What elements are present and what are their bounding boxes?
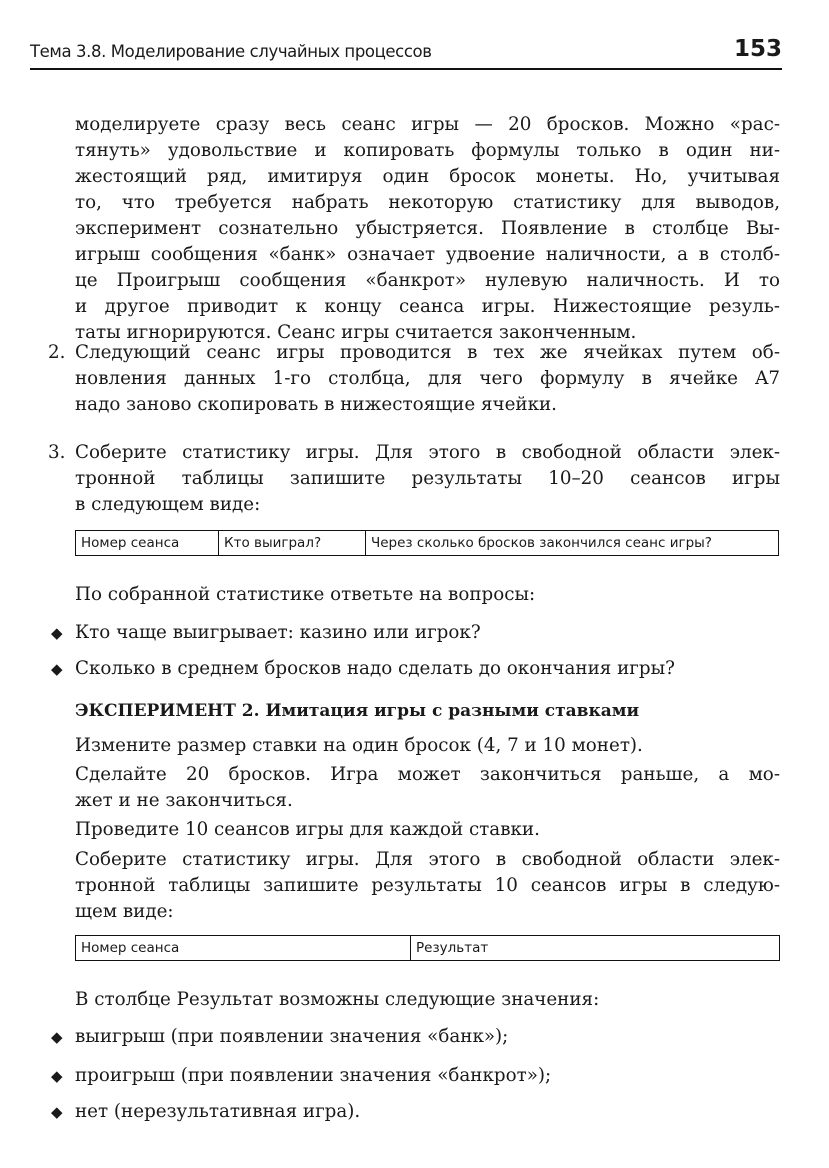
numbered-item-3 [48, 440, 780, 518]
paragraph [75, 847, 780, 925]
value-text: выигрыш (при появлении значения «банк»); [75, 1026, 509, 1047]
numbered-item-2 [48, 340, 780, 418]
table-cell: Кто выиграл? [219, 531, 366, 556]
paragraph [75, 733, 780, 759]
table-cell: Номер сеанса [76, 936, 411, 961]
text-line: жестоящий ряд, имитируя один бросок монеты. Но, учитывая [75, 166, 780, 187]
value-text: проигрыш (при появлении значения «банкрот»); [75, 1065, 552, 1086]
text-line: Соберите статистику игры. Для этого в свободной области элек- [75, 442, 780, 463]
diamond-bullet-icon: ◆ [51, 1028, 63, 1046]
value-item [51, 1099, 361, 1125]
text-line: Измените размер ставки на один бросок (4, 7 и 10 монет). [75, 735, 643, 756]
table-cell: Номер сеанса [76, 531, 219, 556]
header-title: Тема 3.8. Моделирование случайных процессов [30, 42, 432, 61]
diamond-bullet-icon: ◆ [51, 660, 63, 678]
text-line: Соберите статистику игры. Для этого в свободной области элек- [75, 849, 780, 870]
text-line: в следующем виде: [75, 494, 261, 515]
text-line: моделируете сразу весь сеанс игры — 20 бросков. Можно «рас- [75, 114, 780, 135]
text-line: эксперимент сознательно убыстряется. Появление в столбце Вы- [75, 218, 780, 239]
section-heading: ЭКСПЕРИМЕНТ 2. Имитация игры с разными ставками [75, 701, 640, 721]
text-line: новления данных 1-го столбца, для чего формулу в ячейке A7 [75, 368, 780, 389]
text-line: игрыш сообщения «банк» означает удвоение наличности, а в столб- [75, 244, 780, 265]
paragraph [75, 817, 780, 843]
value-text: нет (нерезультативная игра). [75, 1101, 361, 1122]
text-line: таты игнорируются. Сеанс игры считается законченным. [75, 322, 637, 343]
item-number: 3. [48, 442, 66, 463]
table-cell: Через сколько бросков закончился сеанс игры? [366, 531, 779, 556]
text-line: и другое приводит к концу сеанса игры. Нижестоящие резуль- [75, 296, 780, 317]
text-line: жет и не закончиться. [75, 790, 293, 811]
question-item [51, 656, 675, 682]
value-item [51, 1024, 509, 1050]
value-item [51, 1063, 552, 1089]
question-text: Кто чаще выигрывает: казино или игрок? [75, 622, 481, 643]
text-line: тянуть» удовольствие и копировать формулы только в один ни- [75, 140, 780, 161]
stats-table-2 [75, 935, 780, 961]
questions-intro: По собранной статистике ответьте на вопросы: [75, 584, 536, 605]
item-number: 2. [48, 342, 66, 363]
question-item [51, 620, 481, 646]
text-line: це Проигрыш сообщения «банкрот» нулевую наличность. И то [75, 270, 780, 291]
table-header-row [76, 531, 779, 556]
text-line: то, что требуется набрать некоторую статистику для выводов, [75, 192, 780, 213]
paragraph [75, 762, 780, 814]
paragraph [75, 112, 780, 346]
question-text: Сколько в среднем бросков надо сделать до окончания игры? [75, 658, 675, 679]
diamond-bullet-icon: ◆ [51, 1067, 63, 1085]
table-cell: Результат [411, 936, 780, 961]
running-header [30, 38, 782, 70]
diamond-bullet-icon: ◆ [51, 1103, 63, 1121]
stats-table-1 [75, 530, 779, 556]
text-line: щем виде: [75, 901, 174, 922]
page-number: 153 [733, 36, 782, 62]
text-line: тронной таблицы запишите результаты 10 сеансов игры в следую- [75, 875, 780, 896]
text-line: Следующий сеанс игры проводится в тех же ячейках путем об- [75, 342, 780, 363]
diamond-bullet-icon: ◆ [51, 624, 63, 642]
text-line: Проведите 10 сеансов игры для каждой ставки. [75, 819, 540, 840]
text-line: надо заново скопировать в нижестоящие ячейки. [75, 394, 557, 415]
text-line: тронной таблицы запишите результаты 10–20 сеансов игры [75, 468, 780, 489]
table-header-row [76, 936, 780, 961]
text-line: Сделайте 20 бросков. Игра может закончиться раньше, а мо- [75, 764, 780, 785]
values-intro: В столбце Результат возможны следующие значения: [75, 989, 600, 1010]
